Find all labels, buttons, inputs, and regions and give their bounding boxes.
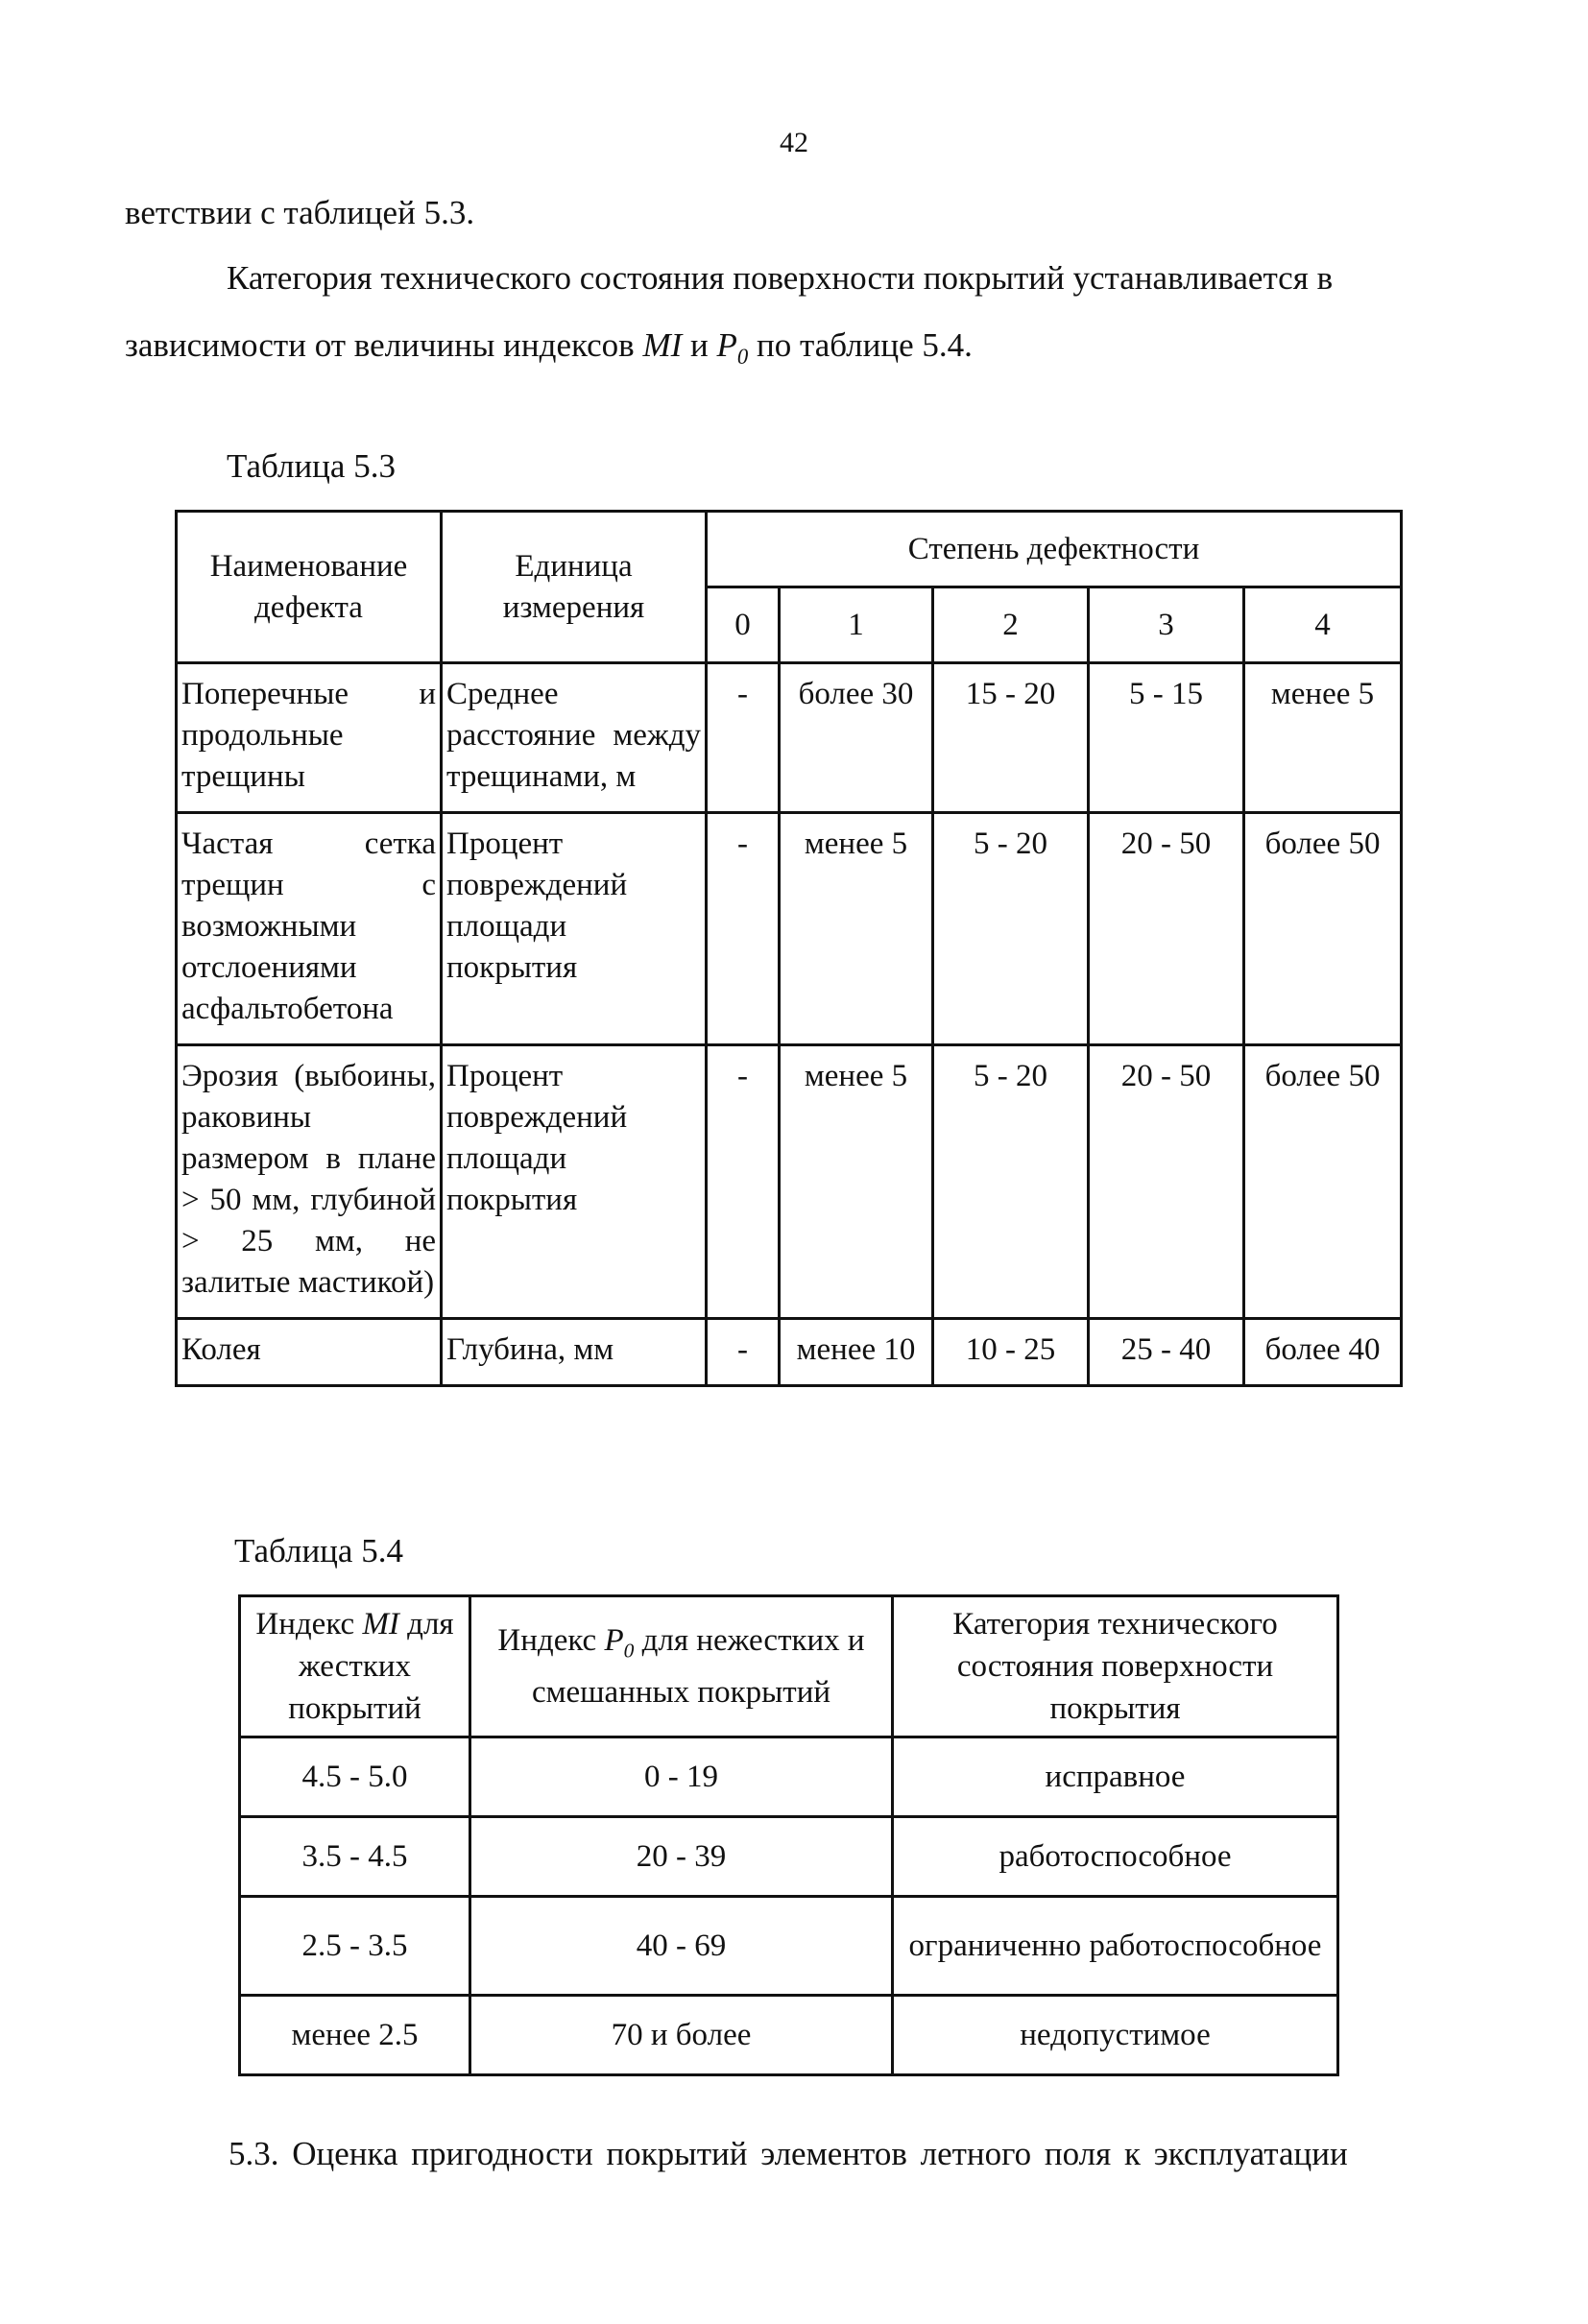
paragraph-line: ветствии с таблицей 5.3. bbox=[125, 194, 475, 231]
index-mi-symbol: MI bbox=[642, 326, 683, 364]
table-row bbox=[177, 1045, 1402, 1319]
header-degree-3: 3 bbox=[1089, 587, 1244, 663]
table-row bbox=[240, 1737, 1338, 1817]
defect-name: Поперечные и продольные трещины bbox=[177, 663, 442, 813]
header-defect-name: Наименование дефекта bbox=[177, 512, 442, 663]
table-caption: Таблица 5.4 bbox=[234, 1532, 403, 1569]
category-value: ограниченно работоспособное bbox=[893, 1897, 1338, 1996]
category-table bbox=[238, 1594, 1339, 2076]
p0-value: 20 - 39 bbox=[470, 1817, 893, 1897]
index-p-symbol: $P_0$ bbox=[716, 326, 749, 369]
mi-value: 2.5 - 3.5 bbox=[240, 1897, 470, 1996]
degree-value: 15 - 20 bbox=[933, 663, 1089, 813]
table-row bbox=[240, 1996, 1338, 2075]
table-row bbox=[240, 1817, 1338, 1897]
table-row bbox=[177, 663, 1402, 813]
table-row bbox=[240, 1897, 1338, 1996]
degree-value: менее 5 bbox=[780, 1045, 933, 1319]
degree-value: 25 - 40 bbox=[1089, 1319, 1244, 1386]
header-degree-4: 4 bbox=[1244, 587, 1402, 663]
degree-value: более 30 bbox=[780, 663, 933, 813]
page-number: 42 bbox=[780, 127, 808, 158]
degree-value: 5 - 15 bbox=[1089, 663, 1244, 813]
defect-name: Колея bbox=[177, 1319, 442, 1386]
header-category: Категория технического состояния поверхности покрытия bbox=[893, 1596, 1338, 1737]
defect-unit: Процент повреждений площади покрытия bbox=[442, 1045, 707, 1319]
header-unit: Единица измерения bbox=[442, 512, 707, 663]
defect-table bbox=[175, 510, 1403, 1387]
degree-value: 10 - 25 bbox=[933, 1319, 1089, 1386]
table-row bbox=[177, 813, 1402, 1045]
degree-value: более 40 bbox=[1244, 1319, 1402, 1386]
section-heading: 5.3. Оценка пригодности покрытий элементов летного поля к эксплуатации bbox=[229, 2135, 1348, 2172]
defect-unit: Среднее расстояние между трещинами, м bbox=[442, 663, 707, 813]
defect-unit: Глубина, мм bbox=[442, 1319, 707, 1386]
defect-name: Частая сетка трещин с возможными отслоениями асфальтобетона bbox=[177, 813, 442, 1045]
degree-value: менее 5 bbox=[780, 813, 933, 1045]
degree-value: - bbox=[707, 663, 780, 813]
header-index-p0: Индекс $P_0$ для нежестких и смешанных покрытий bbox=[470, 1596, 893, 1737]
p0-value: 0 - 19 bbox=[470, 1737, 893, 1817]
defect-name: Эрозия (выбоины, раковины размером в плане > 50 мм, глубиной > 25 мм, не залитые мастикой) bbox=[177, 1045, 442, 1319]
header-degree-2: 2 bbox=[933, 587, 1089, 663]
p0-value: 40 - 69 bbox=[470, 1897, 893, 1996]
degree-value: - bbox=[707, 1319, 780, 1386]
defect-unit: Процент повреждений площади покрытия bbox=[442, 813, 707, 1045]
paragraph-line: зависимости от величины индексов MI и $P_0$ по таблице 5.4. bbox=[125, 326, 973, 369]
degree-value: - bbox=[707, 813, 780, 1045]
paragraph-line: Категория технического состояния поверхности покрытий устанавливается в bbox=[227, 259, 1334, 297]
header-index-mi: Индекс MI для жестких покрытий bbox=[240, 1596, 470, 1737]
degree-value: - bbox=[707, 1045, 780, 1319]
degree-value: более 50 bbox=[1244, 813, 1402, 1045]
category-value: недопустимое bbox=[893, 1996, 1338, 2075]
table-row bbox=[177, 1319, 1402, 1386]
p0-value: 70 и более bbox=[470, 1996, 893, 2075]
degree-value: 20 - 50 bbox=[1089, 813, 1244, 1045]
degree-value: 5 - 20 bbox=[933, 1045, 1089, 1319]
header-degree: Степень дефектности bbox=[707, 512, 1402, 587]
category-value: исправное bbox=[893, 1737, 1338, 1817]
degree-value: менее 5 bbox=[1244, 663, 1402, 813]
header-degree-0: 0 bbox=[707, 587, 780, 663]
degree-value: 5 - 20 bbox=[933, 813, 1089, 1045]
table-caption: Таблица 5.3 bbox=[227, 447, 396, 485]
mi-value: менее 2.5 bbox=[240, 1996, 470, 2075]
degree-value: более 50 bbox=[1244, 1045, 1402, 1319]
category-value: работоспособное bbox=[893, 1817, 1338, 1897]
mi-value: 3.5 - 4.5 bbox=[240, 1817, 470, 1897]
degree-value: менее 10 bbox=[780, 1319, 933, 1386]
degree-value: 20 - 50 bbox=[1089, 1045, 1244, 1319]
header-degree-1: 1 bbox=[780, 587, 933, 663]
mi-value: 4.5 - 5.0 bbox=[240, 1737, 470, 1817]
